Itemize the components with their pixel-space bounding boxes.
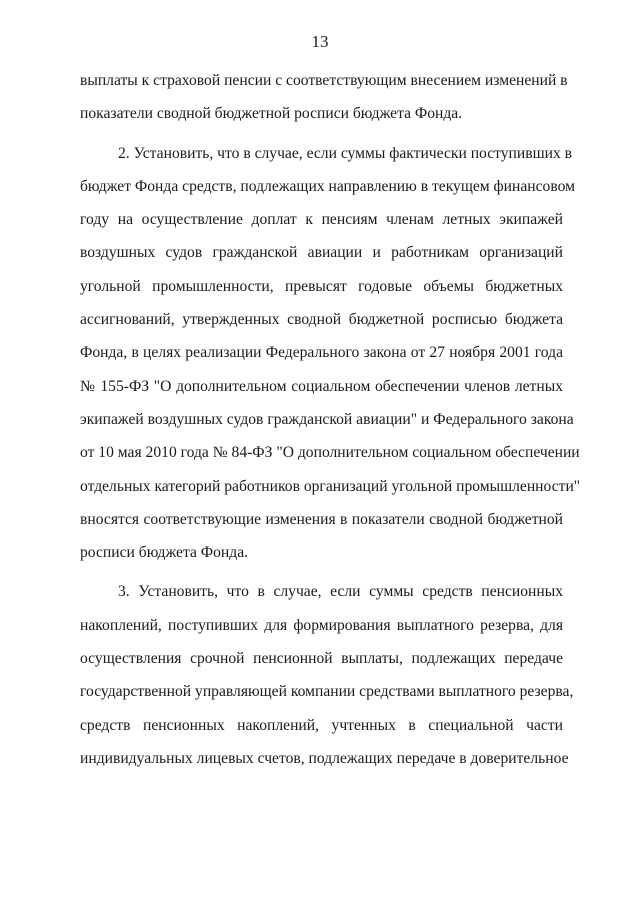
text-line: 2. Установить, что в случае, если суммы фактически поступивших в [118,144,573,162]
text-line: воздушных судов гражданской авиации и работникам организаций [80,244,563,262]
text-line: средств пенсионных накоплений, учтенных в специальной части [80,716,563,734]
text-line: накоплений, поступивших для формирования выплатного резерва, для [80,616,563,634]
text-line: индивидуальных лицевых счетов, подлежащих передаче в доверительное [80,749,569,767]
text-line: показатели сводной бюджетной росписи бюджета Фонда. [80,105,463,123]
text-line: от 10 мая 2010 года № 84-ФЗ "О дополнительном социальном обеспечении [80,444,580,462]
text-line: угольной промышленности, превысят годовые объемы бюджетных [80,277,563,295]
text-line: году на осуществление доплат к пенсиям членам летных экипажей [80,211,563,229]
text-line: № 155-ФЗ "О дополнительном социальном обеспечении членов летных [80,377,563,395]
text-line: 3. Установить, что в случае, если суммы средств пенсионных [118,583,563,601]
text-line: вносятся соответствующие изменения в показатели сводной бюджетной [80,510,563,528]
text-line: государственной управляющей компании средствами выплатного резерва, [80,683,574,701]
text-line: бюджет Фонда средств, подлежащих направлению в текущем финансовом [80,177,575,195]
text-line: осуществления срочной пенсионной выплаты, подлежащих передаче [80,650,563,668]
paragraph-continuation [80,64,568,131]
text-line: выплаты к страховой пенсии с соответствующим внесением изменений в [80,72,568,89]
text-line: росписи бюджета Фонда. [80,544,249,562]
text-line: отдельных категорий работников организаций угольной промышленности" [80,477,581,495]
text-line: экипажей воздушных судов гражданской авиации" и Федерального закона [80,410,574,428]
paragraph-item-2 [80,137,581,570]
text-line: Фонда, в целях реализации Федерального закона от 27 ноября 2001 года [80,344,563,362]
text-line: ассигнований, утвержденных сводной бюджетной росписью бюджета [80,311,563,329]
paragraph-item-3 [80,575,574,775]
page-number: 13 [311,32,329,51]
document-body [80,64,581,775]
